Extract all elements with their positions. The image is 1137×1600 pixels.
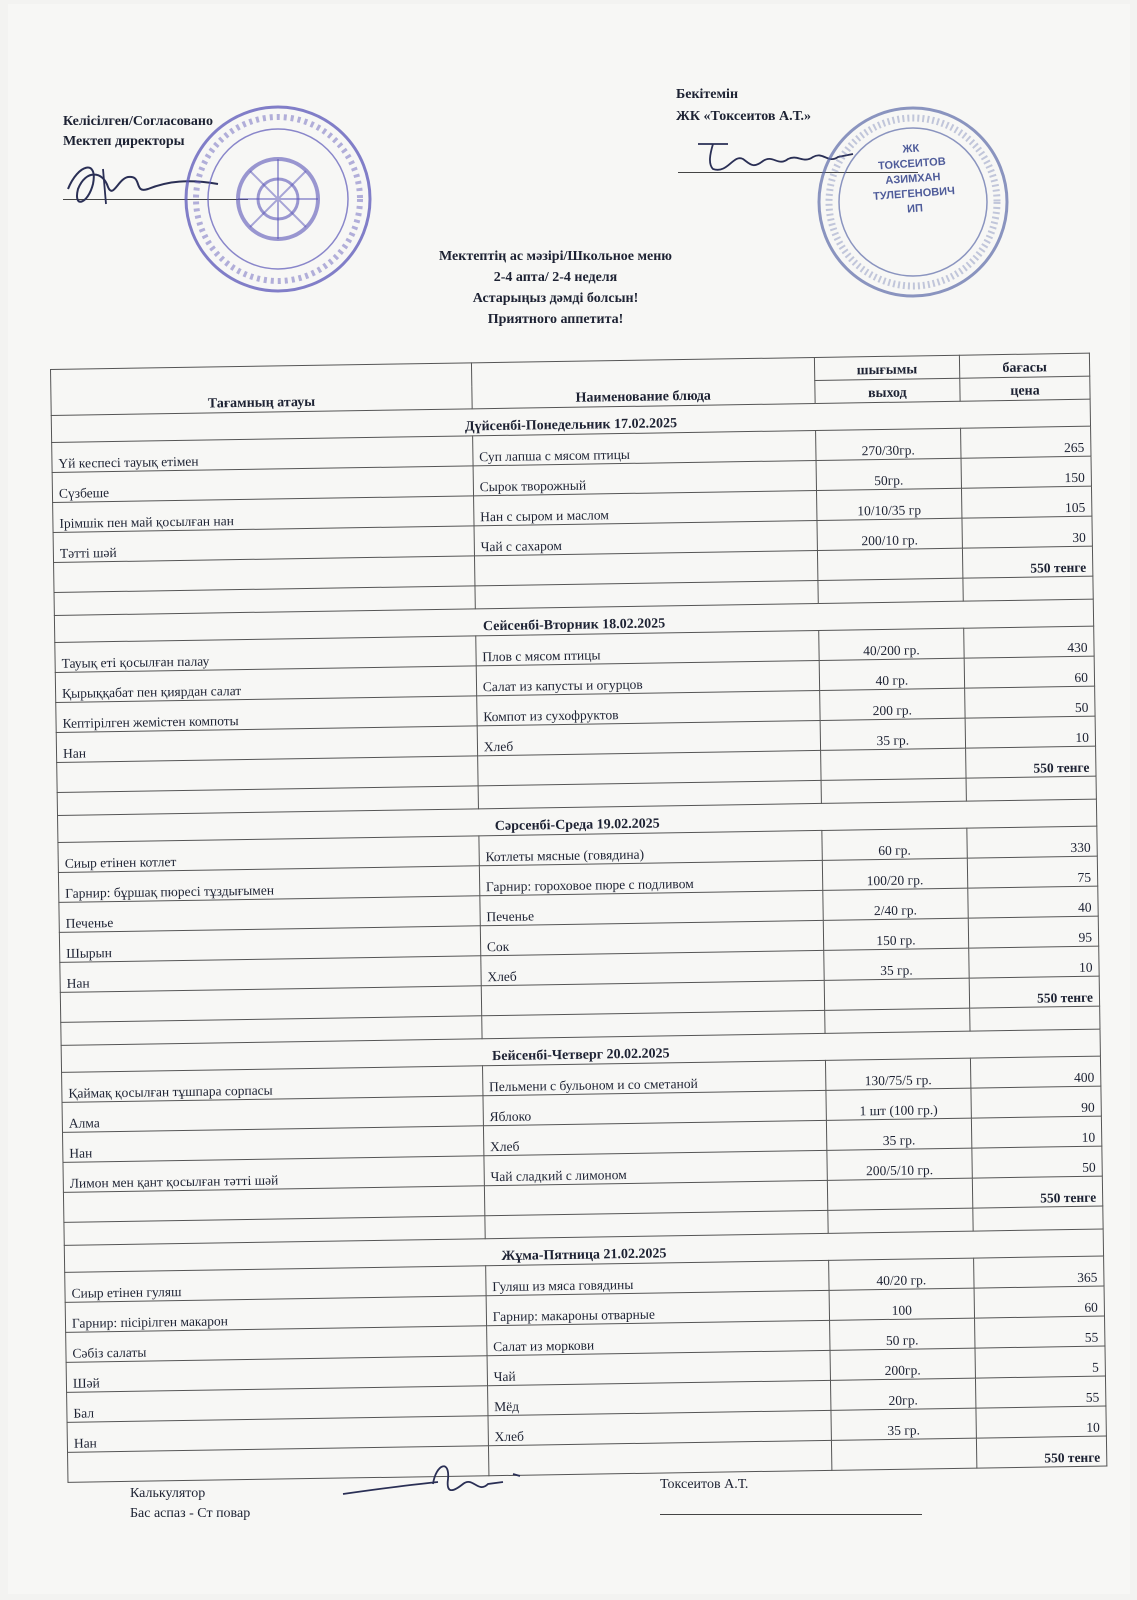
dish-name-ru: Яблоко (483, 1090, 826, 1125)
footer-signer: Токсеитов А.Т. (660, 1477, 749, 1492)
empty-cell (824, 1008, 970, 1033)
dish-output: 20гр. (830, 1378, 976, 1410)
footer-role-chef: Бас аспаз - Ст повар (130, 1506, 251, 1521)
dish-output: 200/10 гр. (817, 518, 963, 550)
dish-name-ru: Мёд (487, 1380, 830, 1415)
day-total: 550 тенге (966, 746, 1096, 778)
dish-name-kz: Бал (67, 1386, 488, 1423)
empty-cell (821, 778, 967, 803)
menu-table-wrapper (50, 353, 1107, 1483)
header-price-ru: цена (960, 376, 1090, 401)
dish-price: 5 (975, 1346, 1105, 1378)
day-title: Сәрсенбі-Среда 19.02.2025 (58, 799, 1097, 842)
approval-right (676, 84, 811, 128)
dish-name-kz: Сүзбеше (52, 466, 473, 503)
footer-roles (130, 1484, 250, 1524)
dish-name-ru: Чай (487, 1350, 830, 1385)
dish-name-kz: Нан (60, 956, 481, 993)
dish-output: 35 гр. (820, 718, 966, 750)
dish-price: 55 (976, 1376, 1106, 1408)
dish-price: 105 (962, 486, 1092, 518)
dish-name-ru: Плов с мясом птицы (476, 630, 819, 665)
dish-name-kz: Нан (67, 1416, 488, 1453)
dish-price: 50 (965, 686, 1095, 718)
day-title: Сейсенбі-Вторник 18.02.2025 (54, 599, 1093, 642)
footer-signature-line (660, 1514, 922, 1515)
dish-output: 200 гр. (819, 688, 965, 720)
dish-name-ru: Пельмени с бульоном и со сметаной (482, 1060, 825, 1095)
menu-title-line: Мектептің ас мәзірі/Школьное меню (439, 249, 672, 264)
dish-name-ru: Гарнир: гороховое пюре с подливом (479, 860, 822, 895)
empty-cell (488, 1440, 831, 1475)
dish-output: 35 гр. (823, 948, 969, 980)
dish-price: 265 (961, 426, 1091, 458)
dish-price: 60 (974, 1286, 1104, 1318)
dish-name-kz: Қырыққабат пен қиярдан салат (55, 666, 476, 703)
dish-price: 75 (967, 856, 1097, 888)
dish-name-kz: Ірімшік пен май қосылған нан (53, 496, 474, 533)
dish-price: 50 (972, 1146, 1102, 1178)
dish-name-ru: Чай сладкий с лимоном (484, 1150, 827, 1185)
dish-name-ru: Сырок творожный (473, 460, 816, 495)
dish-price: 90 (971, 1086, 1101, 1118)
dish-output: 270/30гр. (815, 428, 961, 460)
dish-output: 35 гр. (831, 1408, 977, 1440)
empty-cell (820, 748, 966, 780)
dish-price: 10 (976, 1406, 1106, 1438)
entrepreneur-seal (813, 102, 1013, 302)
empty-cell (970, 1006, 1100, 1031)
day-total: 550 тенге (963, 546, 1093, 578)
dish-price: 60 (964, 656, 1094, 688)
header-ru-name: Наименование блюда (471, 357, 815, 408)
footer-role-calculator: Калькулятор (130, 1486, 206, 1501)
dish-name-kz: Гарнир: пісірілген макарон (65, 1296, 486, 1333)
chef-signature (338, 1454, 538, 1514)
dish-name-kz: Нан (62, 1126, 483, 1163)
dish-output: 2/40 гр. (822, 888, 968, 920)
day-title: Бейсенбі-Четверг 20.02.2025 (61, 1029, 1100, 1072)
dish-name-ru: Чай с сахаром (474, 520, 817, 555)
dish-name-kz: Гарнир: бұршақ пюресі тұздығымен (58, 866, 479, 903)
dish-name-kz: Печенье (59, 896, 480, 933)
dish-price: 430 (964, 626, 1094, 658)
approval-right-entity: ЖК «Токсеитов А.Т.» (676, 109, 812, 124)
menu-wish-kz: Астарыңыз дәмді болсын! (472, 291, 639, 306)
dish-price: 30 (962, 516, 1092, 548)
dish-name-ru: Печенье (480, 890, 823, 925)
dish-name-kz: Кептірілген жемістен компоты (56, 696, 477, 733)
empty-cell (827, 1178, 973, 1210)
header-kz-name: Тағамның атауы (51, 363, 472, 416)
dish-name-ru: Хлеб (477, 720, 820, 755)
dish-output: 50 гр. (829, 1318, 975, 1350)
dish-name-ru: Хлеб (483, 1120, 826, 1155)
dish-name-ru: Гарнир: макароны отварные (486, 1290, 829, 1325)
dish-name-ru: Сок (480, 920, 823, 955)
dish-name-kz: Қаймақ қосылған тұшпара сорпасы (62, 1066, 483, 1103)
header-output-ru: выход (814, 378, 960, 403)
dish-output: 40/20 гр. (828, 1258, 974, 1290)
dish-output: 200/5/10 гр. (827, 1148, 973, 1180)
approval-left-role: Мектеп директоры (63, 134, 185, 149)
header-output-kz: шығымы (814, 355, 960, 380)
day-total: 550 тенге (969, 976, 1099, 1008)
dish-name-kz: Сәбіз салаты (66, 1326, 487, 1363)
dish-price: 10 (965, 716, 1095, 748)
dish-name-kz: Сиыр етінен гуляш (65, 1266, 486, 1303)
menu-week: 2-4 апта/ 2-4 неделя (493, 270, 618, 285)
approval-left-title: Келісілген/Согласовано (63, 114, 213, 129)
dish-name-kz: Үй кеспесі тауық етімен (52, 436, 473, 473)
dish-price: 40 (968, 886, 1098, 918)
empty-cell (817, 548, 963, 580)
dish-output: 60 гр. (821, 828, 967, 860)
dish-output: 40/200 гр. (818, 628, 964, 660)
dish-name-kz: Тәтті шәй (53, 526, 474, 563)
empty-cell (824, 978, 970, 1010)
dish-name-kz: Алма (62, 1096, 483, 1133)
dish-name-ru: Салат из капусты и огурцов (476, 660, 819, 695)
dish-name-kz: Сиыр етінен котлет (58, 836, 479, 873)
dish-name-ru: Гуляш из мяса говядины (485, 1260, 828, 1295)
dish-price: 330 (967, 826, 1097, 858)
day-total: 550 тенге (977, 1436, 1107, 1468)
dish-price: 400 (971, 1056, 1101, 1088)
menu-table (50, 353, 1107, 1483)
dish-output: 150 гр. (823, 918, 969, 950)
dish-output: 100/20 гр. (822, 858, 968, 890)
dish-output: 35 гр. (826, 1118, 972, 1150)
empty-cell (831, 1438, 977, 1470)
dish-name-kz: Лимон мен қант қосылған тәтті шәй (63, 1156, 484, 1193)
dish-output: 10/10/35 гр (816, 488, 962, 520)
dish-price: 95 (968, 916, 1098, 948)
dish-price: 55 (975, 1316, 1105, 1348)
header-price-kz: бағасы (959, 353, 1089, 378)
dish-output: 40 гр. (819, 658, 965, 690)
empty-cell (827, 1208, 973, 1233)
dish-name-ru: Хлеб (481, 950, 824, 985)
dish-name-kz: Шәй (66, 1356, 487, 1393)
dish-name-ru: Компот из сухофруктов (476, 690, 819, 725)
dish-name-kz: Тауық еті қосылған палау (55, 636, 476, 673)
dish-price: 150 (961, 456, 1091, 488)
dish-output: 200гр. (830, 1348, 976, 1380)
dish-price: 10 (969, 946, 1099, 978)
day-total: 550 тенге (972, 1176, 1102, 1208)
approval-right-title: Бекітемін (676, 87, 739, 102)
menu-wish-ru: Приятного аппетита! (487, 312, 624, 327)
menu-title (388, 246, 723, 330)
dish-name-kz: Нан (56, 726, 477, 763)
dish-name-ru: Нан с сыром и маслом (473, 490, 816, 525)
dish-price: 10 (971, 1116, 1101, 1148)
day-title: Жұма-Пятница 21.02.2025 (64, 1229, 1103, 1272)
day-title: Дүйсенбі-Понедельник 17.02.2025 (51, 399, 1090, 442)
dish-output: 100 (829, 1288, 975, 1320)
dish-name-ru: Котлеты мясные (говядина) (479, 830, 822, 865)
dish-output: 50гр. (816, 458, 962, 490)
empty-cell (966, 776, 1096, 801)
school-seal (178, 99, 378, 299)
dish-price: 365 (974, 1256, 1104, 1288)
dish-name-ru: Суп лапша с мясом птицы (472, 430, 815, 465)
document-page (8, 4, 1130, 1594)
empty-cell (963, 576, 1093, 601)
dish-name-ru: Хлеб (488, 1410, 831, 1445)
dish-output: 1 шт (100 гр.) (826, 1088, 972, 1120)
empty-cell (818, 578, 964, 603)
dish-name-ru: Салат из моркови (486, 1320, 829, 1355)
dish-output: 130/75/5 гр. (825, 1058, 971, 1090)
dish-name-kz: Шырын (59, 926, 480, 963)
menu-table-body (51, 399, 1107, 1482)
empty-cell (973, 1206, 1103, 1231)
entrepreneur-seal-text: ЖК ТОКСЕИТОВ АЗИМХАН ТУЛЕГЕНОВИЧ ИП (872, 142, 956, 216)
